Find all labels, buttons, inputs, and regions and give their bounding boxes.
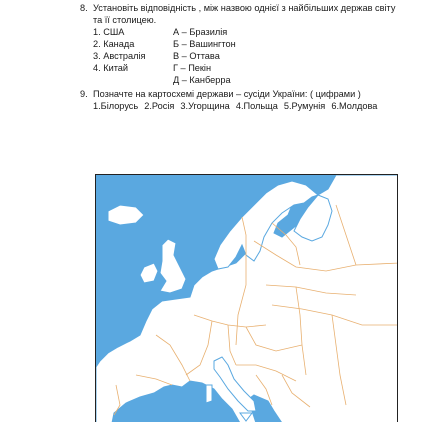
- capital-option: А – Бразилія: [173, 27, 228, 37]
- neighbor-countries-list: [93, 100, 381, 112]
- neighbor-country: 1.Білорусь: [93, 101, 139, 111]
- question-8-text-line2-wrap: [93, 14, 156, 26]
- neighbor-country: 2.Росія: [144, 101, 175, 111]
- question-8-text-line1: Установіть відповідність , між назвою однієї з найбільших держав світу: [93, 3, 396, 13]
- question-8-text-line2: та її столицею.: [93, 15, 157, 25]
- neighbor-country: 5.Румунія: [283, 101, 326, 111]
- sardinia: [206, 385, 212, 403]
- country-item: 3. Австралія: [93, 51, 146, 61]
- capital-option: Б – Вашингтон: [173, 39, 236, 49]
- neighbor-country: 4.Польща: [235, 101, 278, 111]
- question-9-text: Позначте на картосхемі держави – сусіди України: ( цифрами ): [93, 89, 361, 99]
- capital-option: Г – Пекін: [173, 63, 212, 73]
- question-9-number: 9.: [80, 89, 88, 99]
- country-item: 1. США: [93, 27, 125, 37]
- europe-map-svg: [96, 175, 398, 422]
- neighbor-country: 6.Молдова: [331, 101, 378, 111]
- europe-outline-map: [95, 174, 398, 422]
- question-8-number: 8.: [80, 3, 88, 13]
- capital-option: Д – Канберра: [173, 75, 231, 85]
- capital-option: В – Оттава: [173, 51, 220, 61]
- neighbor-country: 3.Угорщина: [180, 101, 230, 111]
- country-item: 2. Канада: [93, 39, 135, 49]
- country-item: 4. Китай: [93, 63, 129, 73]
